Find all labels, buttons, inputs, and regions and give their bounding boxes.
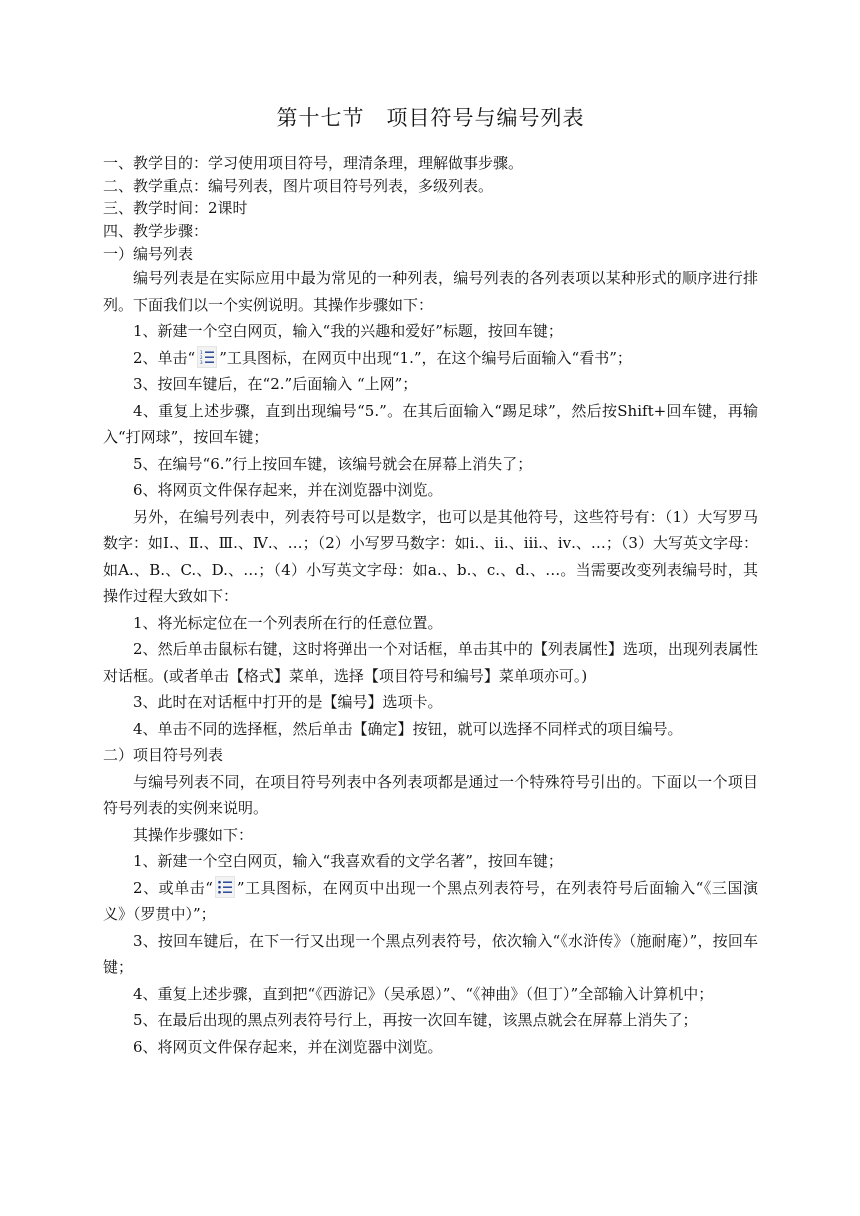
paragraph: 5、在编号“6.”行上按回车键，该编号就会在屏幕上消失了； [133, 454, 533, 473]
paragraph: 其操作步骤如下： [133, 825, 254, 844]
section-numbered-list [103, 265, 758, 742]
paragraph: 3、按回车键后，在下一行又出现一个黑点列表符号，依次输入“《水浒传》（施耐庵）”，按回车键； [103, 931, 758, 977]
bulleted-list-icon [215, 876, 235, 898]
paragraph: 4、单击不同的选择框，然后单击【确定】按钮，就可以选择不同样式的项目编号。 [133, 719, 683, 738]
paragraph: 1、新建一个空白网页，输入“我喜欢看的文学名著”，按回车键； [133, 852, 563, 871]
paragraph: 3、此时在对话框中打开的是【编号】选项卡。 [133, 693, 443, 712]
document-page [103, 100, 758, 1060]
paragraph [103, 875, 758, 928]
paragraph: 4、重复上述步骤，直到把“《西游记》（吴承恩）”、“《神曲》（但丁）”全部输入计算机中； [133, 984, 714, 1003]
paragraph: 6、将网页文件保存起来，并在浏览器中浏览。 [133, 481, 443, 500]
paragraph: 1、新建一个空白网页，输入“我的兴趣和爱好”标题，按回车键； [133, 322, 563, 341]
text-span: ”工具图标，在网页中出现一个黑点列表符号，在列表符号后面输入“《三国演义》（罗贯中）”； [103, 878, 758, 924]
paragraph: 编号列表是在实际应用中最为常见的一种列表，编号列表的各列表项以某种形式的顺序进行排列。下面我们以一个实例说明。其操作步骤如下： [103, 269, 758, 314]
numbered-list-icon [197, 346, 217, 368]
text-span: ”工具图标，在网页中出现“1.”，在这个编号后面输入“看书”； [219, 348, 632, 367]
svg-text:3: 3 [200, 359, 203, 364]
paragraph: 6、将网页文件保存起来，并在浏览器中浏览。 [133, 1037, 443, 1056]
outline-item-goal: 一、教学目的：学习使用项目符号，理清条理，理解做事步骤。 [103, 154, 524, 172]
outline-item-time: 三、教学时间：2课时 [103, 199, 248, 218]
paragraph: 另外，在编号列表中，列表符号可以是数字，也可以是其他符号，这些符号有：（1）大写罗马数字：如Ⅰ.、Ⅱ.、Ⅲ.、Ⅳ.、…；（2）小写罗马数字：如ⅰ.、ⅱ.、ⅲ.、ⅳ.、…；（3）大写英文字母：如A.、B.、C.、D.、…；（4）小写英文字母：如a.、b.、c.、d.、…。当需要改变列表编号时，其操作过程大致如下： [103, 507, 758, 606]
section-heading-numbered: 一）编号列表 [103, 244, 194, 263]
paragraph: 与编号列表不同，在项目符号列表中各列表项都是通过一个特殊符号引出的。下面以一个项目符号列表的实例来说明。 [103, 772, 758, 818]
paragraph: 5、在最后出现的黑点列表符号行上，再按一次回车键，该黑点就会在屏幕上消失了； [133, 1011, 698, 1030]
paragraph: 2、然后单击鼠标右键，这时将弹出一个对话框，单击其中的【列表属性】选项，出现列表属性对话框。(或者单击【格式】菜单，选择【项目符号和编号】菜单项亦可。) [103, 640, 758, 685]
svg-text:2: 2 [200, 354, 203, 360]
text-span: 2、或单击“ [133, 878, 213, 897]
section-heading-bulleted: 二）项目符号列表 [103, 746, 224, 765]
text-span: 2、单击“ [133, 348, 196, 367]
svg-text:1: 1 [200, 349, 203, 355]
outline-item-focus: 二、教学重点：编号列表，图片项目符号列表，多级列表。 [103, 176, 494, 195]
page-title: 第十七节 项目符号与编号列表 [276, 106, 585, 130]
paragraph: 1、将光标定位在一个列表所在行的任意位置。 [133, 613, 443, 632]
section-bulleted-list [103, 769, 758, 1061]
outline-item-steps: 四、教学步骤： [103, 222, 209, 241]
paragraph [103, 345, 758, 372]
paragraph: 3、按回车键后，在“2.”后面输入 “上网”； [133, 375, 418, 394]
paragraph: 4、重复上述步骤，直到出现编号“5.”。在其后面输入“踢足球”，然后按Shift+回车键，再输入“打网球”，按回车键； [103, 401, 758, 447]
